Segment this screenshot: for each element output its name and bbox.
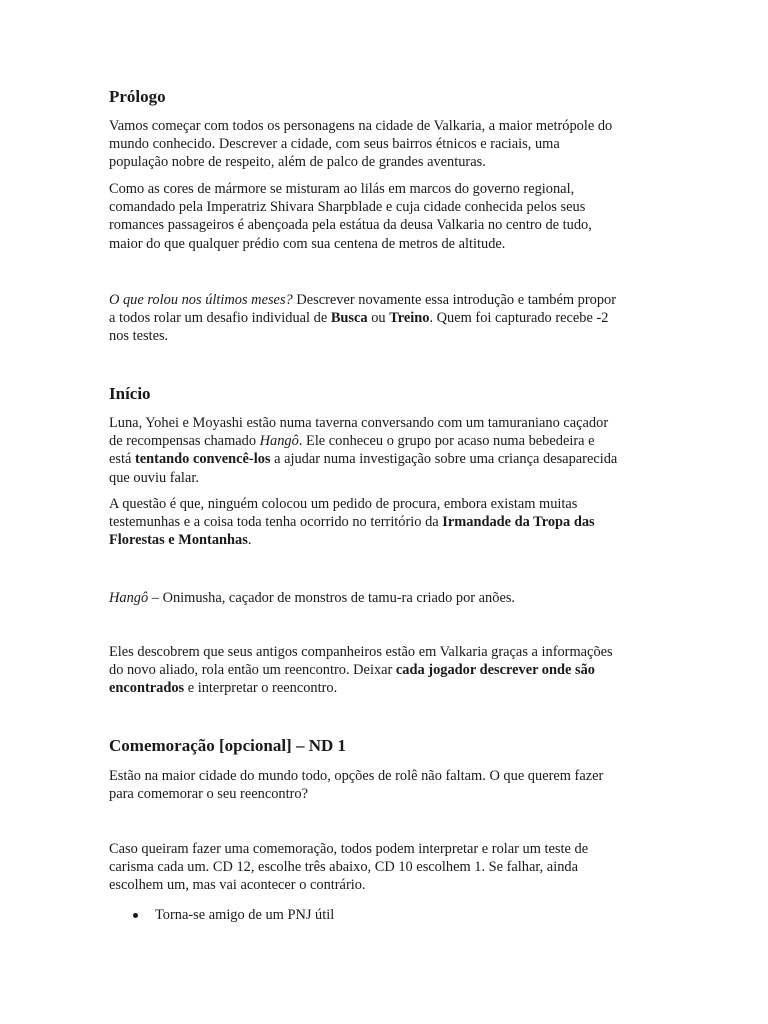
bold-busca: Busca (330, 310, 368, 327)
bold-cada-jogador: cada jogador descrever onde são (395, 662, 595, 679)
italic-question: O que rolou nos últimos meses? (109, 292, 293, 308)
text-line: escolhem um, mas vai acontecer o contrário. (109, 877, 366, 894)
bold-encontrados: encontrados (109, 680, 185, 697)
bold-treino: Treino (389, 310, 430, 327)
text-span: está (109, 451, 135, 468)
section-title-prologo: Prólogo (109, 87, 166, 106)
section-title-inicio: Início (109, 384, 151, 403)
section-title-comemoracao: Comemoração [opcional] – ND 1 (109, 736, 347, 755)
text-line: Estão na maior cidade do mundo todo, opções de rolê não faltam. O que querem fazer (109, 768, 604, 784)
italic-hango-name: Hangô (109, 590, 149, 606)
paragraph-inicio-hango (109, 589, 665, 607)
text-line: A questão é que, ninguém colocou um pedido de procura, embora existam muitas (109, 496, 578, 512)
paragraph-prologo-city (109, 180, 665, 253)
list-item (109, 906, 665, 924)
text-span: ou (367, 310, 390, 327)
text-span: e interpretar o reencontro. (184, 680, 338, 697)
bullet-icon (133, 913, 138, 918)
paragraph-comemoracao-intro (109, 767, 665, 803)
text-line: carisma cada um. CD 12, escolhe três abaixo, CD 10 escolhem 1. Se falhar, ainda (109, 859, 578, 876)
text-line: Como as cores de mármore se misturam ao lilás em marcos do governo regional, (109, 181, 575, 197)
text-line: comandado pela Imperatriz Shivara Sharpblade e cuja cidade conhecida pelos seus (109, 199, 586, 216)
text-span: . (247, 532, 252, 549)
text-span: de recompensas chamado (109, 433, 260, 450)
text-span: . Ele conheceu o grupo por acaso numa bebedeira e (298, 433, 595, 450)
text-line: Eles descobrem que seus antigos companheiros estão em Valkaria graças a informações (109, 644, 613, 660)
italic-hango: Hangô (259, 433, 299, 450)
paragraph-prologo-last-months (109, 291, 665, 346)
bold-irmandade: Irmandade da Tropa das (442, 514, 595, 531)
text-line: mundo conhecido. Descrever a cidade, com seus bairros étnicos e raciais, uma (109, 136, 560, 153)
paragraph-comemoracao-teste (109, 840, 665, 895)
text-line: romances passageiros é abençoada pela estátua da deusa Valkaria no centro de tudo, (109, 217, 592, 234)
text-line: maior do que qualquer prédio com sua centena de metros de altitude. (109, 235, 506, 252)
paragraph-inicio-reencontro (109, 643, 665, 698)
paragraph-prologo-intro (109, 117, 665, 172)
text-span: a todos rolar um desafio individual de (109, 310, 331, 327)
text-span: Descrever novamente essa introdução e também propor (292, 292, 617, 308)
bold-tentando: tentando convencê-los (134, 451, 271, 468)
text-line: Luna, Yohei e Moyashi estão numa taverna conversando com um tamuraniano caçador (109, 415, 609, 431)
text-span: testemunhas e a coisa toda tenha ocorrido no território da (109, 514, 443, 531)
text-line: Caso queiram fazer uma comemoração, todos podem interpretar e rolar um teste de (109, 841, 589, 857)
text-line: população nobre de respeito, além de palco de grandes aventuras. (109, 154, 486, 171)
bullet-list (109, 906, 665, 924)
bold-florestas: Florestas e Montanhas (109, 532, 248, 549)
text-span: do novo aliado, rola então um reencontro. Deixar (109, 662, 396, 679)
text-span: – Onimusha, caçador de monstros de tamu-ra criado por anões. (148, 590, 516, 606)
text-line: que ouviu falar. (109, 469, 199, 486)
text-span: . Quem foi capturado recebe -2 (429, 310, 609, 327)
text-line: para comemorar o seu reencontro? (109, 786, 308, 803)
text-line: Vamos começar com todos os personagens na cidade de Valkaria, a maior metrópole do (109, 118, 613, 134)
paragraph-inicio-taverna (109, 414, 665, 487)
paragraph-inicio-questao (109, 495, 665, 550)
list-item-text: Torna-se amigo de um PNJ útil (155, 907, 335, 923)
text-span: a ajudar numa investigação sobre uma criança desaparecida (270, 451, 618, 468)
text-line: nos testes. (109, 328, 169, 345)
